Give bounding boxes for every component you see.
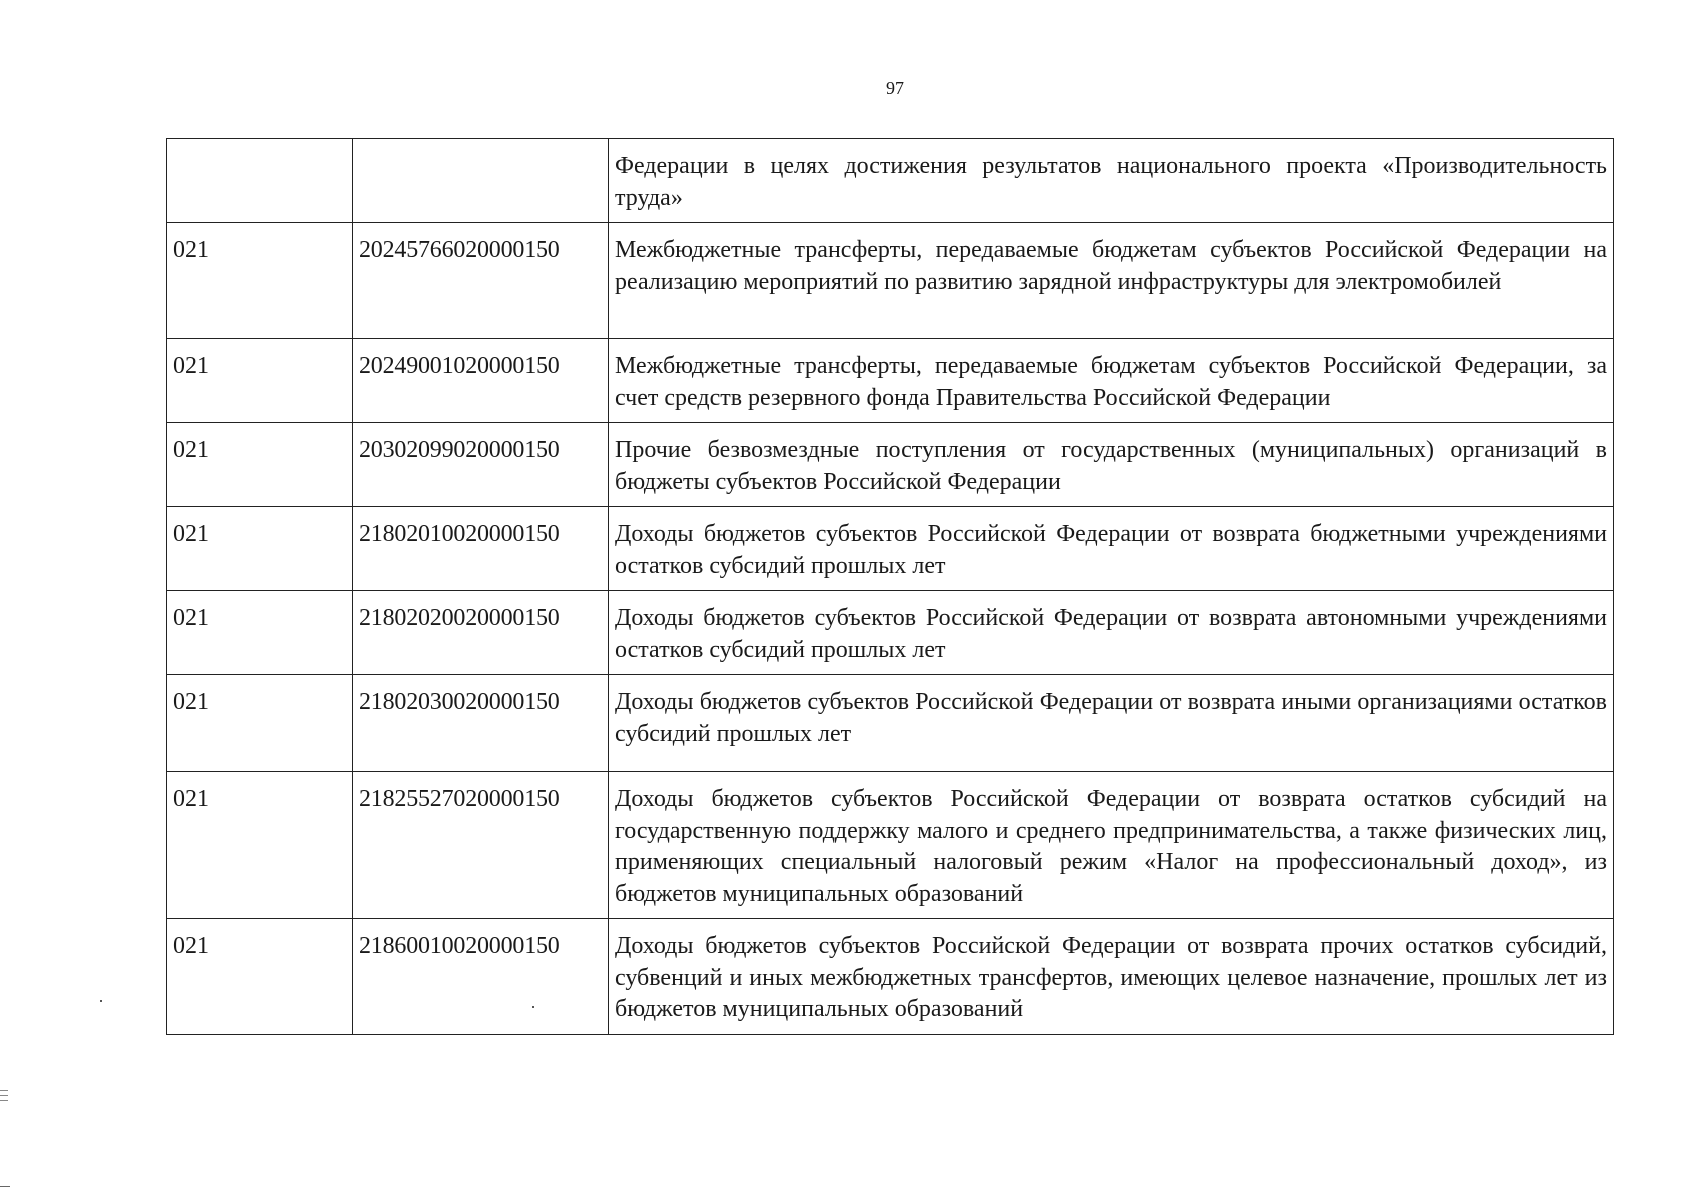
table-row xyxy=(167,675,1614,772)
admin-code-cell: 021 xyxy=(167,339,353,423)
table-row xyxy=(167,507,1614,591)
budget-code-cell: 20249001020000150 xyxy=(353,339,609,423)
budget-code-cell: 21825527020000150 xyxy=(353,772,609,919)
revenue-name-cell: Доходы бюджетов субъектов Российской Федерации от возврата бюджетными учреждениями остатков субсидий прошлых лет xyxy=(609,507,1614,591)
table-row xyxy=(167,772,1614,919)
revenue-name-cell: Прочие безвозмездные поступления от государственных (муниципальных) организаций в бюджеты субъектов Российской Федерации xyxy=(609,423,1614,507)
table-row xyxy=(167,139,1614,223)
table-row xyxy=(167,591,1614,675)
revenue-name-cell: Доходы бюджетов субъектов Российской Федерации от возврата иными организациями остатков субсидий прошлых лет xyxy=(609,675,1614,772)
scan-mark xyxy=(0,1100,8,1101)
budget-code-cell: 21802020020000150 xyxy=(353,591,609,675)
table-row xyxy=(167,339,1614,423)
revenue-name-cell: Доходы бюджетов субъектов Российской Федерации от возврата остатков субсидий на государственную поддержку малого и среднего предпринимательства, а также физических лиц, применяющих специальный налоговый режим «Налог на профессиональный доход», из бюджетов муниципальных образований xyxy=(609,772,1614,919)
admin-code-cell: 021 xyxy=(167,223,353,339)
scan-mark xyxy=(0,1090,8,1091)
page-number: 97 xyxy=(886,78,904,98)
budget-code-cell: 21860010020000150 xyxy=(353,919,609,1035)
budget-classification-table xyxy=(166,138,1614,1035)
admin-code-cell: 021 xyxy=(167,675,353,772)
table-row xyxy=(167,423,1614,507)
admin-code-cell xyxy=(167,139,353,223)
budget-code-cell xyxy=(353,139,609,223)
admin-code-cell: 021 xyxy=(167,507,353,591)
budget-code-cell: 20245766020000150 xyxy=(353,223,609,339)
admin-code-cell: 021 xyxy=(167,919,353,1035)
budget-code-cell: 21802010020000150 xyxy=(353,507,609,591)
admin-code-cell: 021 xyxy=(167,591,353,675)
scan-mark xyxy=(0,1095,8,1096)
revenue-name-cell: Доходы бюджетов субъектов Российской Федерации от возврата прочих остатков субсидий, субвенций и иных межбюджетных трансфертов, имеющих целевое назначение, прошлых лет из бюджетов муниципальных образований xyxy=(609,919,1614,1035)
revenue-name-cell: Межбюджетные трансферты, передаваемые бюджетам субъектов Российской Федерации на реализацию мероприятий по развитию зарядной инфраструктуры для электромобилей xyxy=(609,223,1614,339)
table-row xyxy=(167,919,1614,1035)
admin-code-cell: 021 xyxy=(167,423,353,507)
table-row xyxy=(167,223,1614,339)
revenue-name-cell: Доходы бюджетов субъектов Российской Федерации от возврата автономными учреждениями остатков субсидий прошлых лет xyxy=(609,591,1614,675)
revenue-name-cell: Межбюджетные трансферты, передаваемые бюджетам субъектов Российской Федерации, за счет средств резервного фонда Правительства Российской Федерации xyxy=(609,339,1614,423)
scan-speck xyxy=(532,1006,534,1008)
revenue-name-cell: Федерации в целях достижения результатов национального проекта «Производительность труда» xyxy=(609,139,1614,223)
budget-code-cell: 21802030020000150 xyxy=(353,675,609,772)
admin-code-cell: 021 xyxy=(167,772,353,919)
scan-speck xyxy=(100,1000,102,1002)
scan-mark xyxy=(0,1186,10,1187)
budget-code-cell: 20302099020000150 xyxy=(353,423,609,507)
